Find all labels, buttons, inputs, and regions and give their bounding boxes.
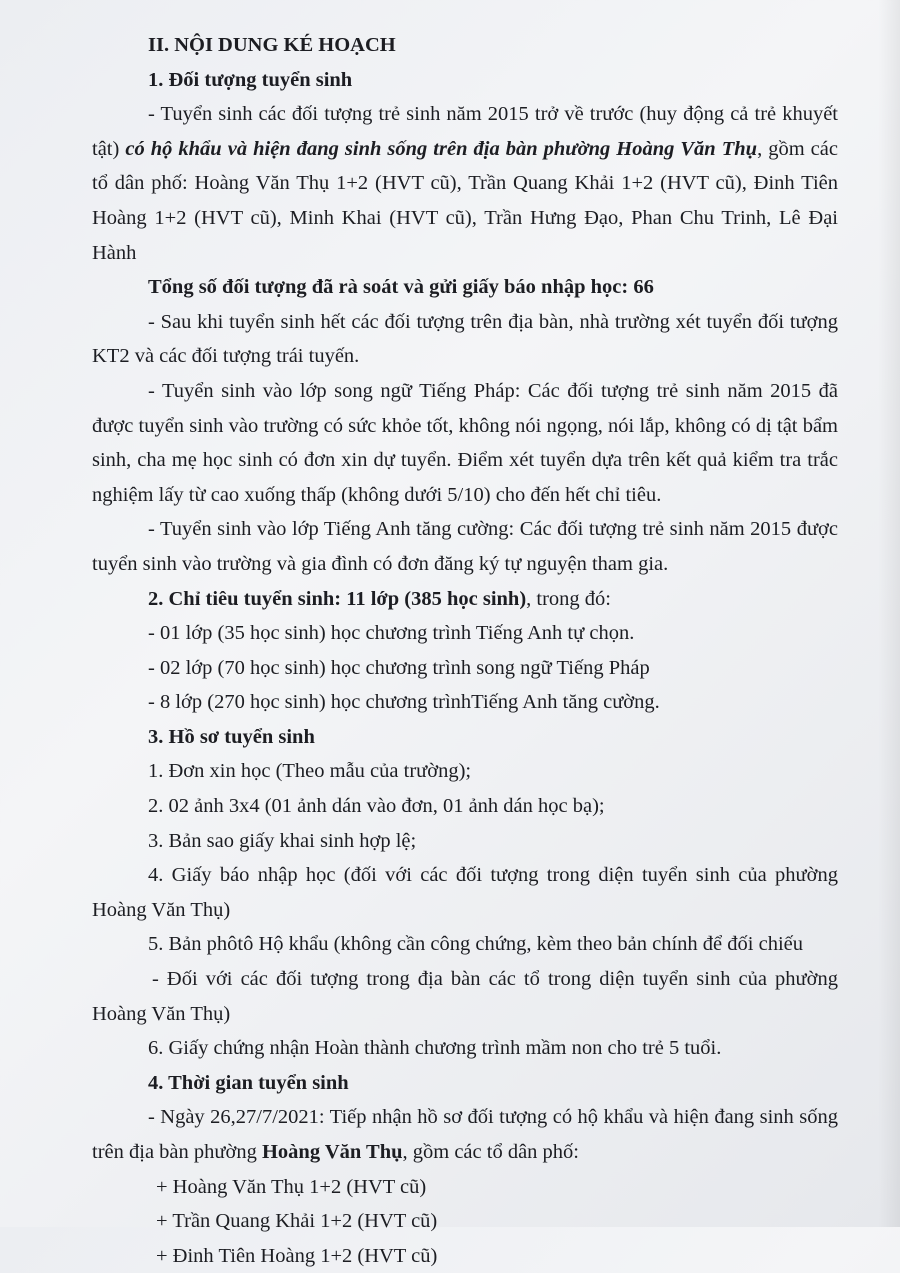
list-item: 5. Bản phôtô Hộ khẩu (không cần công chứng, kèm theo bản chính để đối chiếu	[148, 933, 803, 956]
paragraph-xet-tuyen: - Sau khi tuyển sinh hết các đối tượng trên địa bàn, nhà trường xét tuyển đối tượng KT2 và các đối tượng trái tuyến.	[92, 310, 838, 368]
paragraph-thoi-gian	[92, 1100, 838, 1169]
list-item: + Hoàng Văn Thụ 1+2 (HVT cũ)	[156, 1175, 427, 1198]
text-normal: , gồm các tổ dân phố: Hoàng Văn Thụ 1+2 (HVT cũ), Trần Quang Khải 1+2 (HVT cũ), Đinh Tiên Hoàng 1+2 (HVT cũ), Minh Khai (HVT cũ), Trần Hưng Đạo, Phan Chu Trinh, Lê Đại Hành	[92, 137, 838, 264]
paragraph-doi-tuong	[92, 97, 838, 270]
text-bold-italic: có hộ khẩu và hiện đang sinh sống trên địa bàn phường Hoàng Văn Thụ	[125, 137, 758, 160]
text-normal: - Ngày 26,27/7/2021: Tiếp nhận hồ sơ đối tượng có hộ khẩu và hiện đang sinh sống trên địa bàn phường	[92, 1106, 838, 1163]
heading-ho-so: 3. Hồ sơ tuyển sinh	[148, 725, 315, 748]
list-item: 3. Bản sao giấy khai sinh hợp lệ;	[148, 829, 417, 852]
text-bold: Hoàng Văn Thụ	[261, 1141, 403, 1163]
heading-chi-tieu	[92, 582, 838, 617]
list-item: - 01 lớp (35 học sinh) học chương trình Tiếng Anh tự chọn.	[148, 622, 635, 645]
list-item: - 8 lớp (270 học sinh) học chương trìnhTiếng Anh tăng cường.	[148, 691, 660, 714]
heading-thoi-gian: 4. Thời gian tuyển sinh	[148, 1071, 349, 1094]
list-item: 4. Giấy báo nhập học (đối với các đối tượng trong diện tuyển sinh của phường Hoàng Văn Thụ)	[92, 864, 838, 921]
list-item: + Trần Quang Khải 1+2 (HVT cũ)	[156, 1210, 438, 1233]
total-line: Tổng số đối tượng đã rà soát và gửi giấy báo nhập học: 66	[148, 276, 654, 299]
list-item: 6. Giấy chứng nhận Hoàn thành chương trình mầm non cho trẻ 5 tuổi.	[148, 1037, 722, 1060]
list-item: + Đinh Tiên Hoàng 1+2 (HVT cũ)	[156, 1244, 438, 1267]
list-item-note: - Đối với các đối tượng trong địa bàn các tổ trong diện tuyển sinh của phường Hoàng Văn Thụ)	[92, 968, 838, 1025]
heading-doi-tuong: 1. Đối tượng tuyển sinh	[148, 68, 353, 91]
text-normal: - Tuyển sinh các đối tượng trẻ sinh năm 2015 trở về trước (huy động cả trẻ khuyết tật)	[92, 103, 838, 160]
list-item: 2. 02 ảnh 3x4 (01 ảnh dán vào đơn, 01 ảnh dán học bạ);	[148, 795, 605, 818]
paragraph-tieng-phap: - Tuyển sinh vào lớp song ngữ Tiếng Pháp: Các đối tượng trẻ sinh năm 2015 đã được tuyển sinh vào trường có sức khỏe tốt, không nói ngọng, nói lắp, không có dị tật bẩm sinh, cha mẹ học sinh có đơn xin dự tuyển. Điểm xét tuyển dựa trên kết quả kiểm tra trắc nghiệm lấy từ cao xuống thấp (không dưới 5/10) cho đến hết chỉ tiêu.	[92, 379, 838, 506]
heading-chi-tieu-bold: 2. Chỉ tiêu tuyển sinh: 11 lớp (385 học sinh)	[148, 587, 527, 610]
heading-chi-tieu-rest: , trong đó:	[526, 587, 611, 610]
section-title: II. NỘI DUNG KÉ HOẠCH	[148, 34, 396, 56]
list-item: - 02 lớp (70 học sinh) học chương trình song ngữ Tiếng Pháp	[148, 656, 650, 679]
paragraph-tieng-anh: - Tuyển sinh vào lớp Tiếng Anh tăng cường: Các đối tượng trẻ sinh năm 2015 được tuyển sinh vào trường và gia đình có đơn đăng ký tự nguyện tham gia.	[92, 518, 838, 575]
text-normal: , gồm các tổ dân phố:	[402, 1141, 579, 1163]
list-item: 1. Đơn xin học (Theo mẫu của trường);	[148, 760, 472, 783]
